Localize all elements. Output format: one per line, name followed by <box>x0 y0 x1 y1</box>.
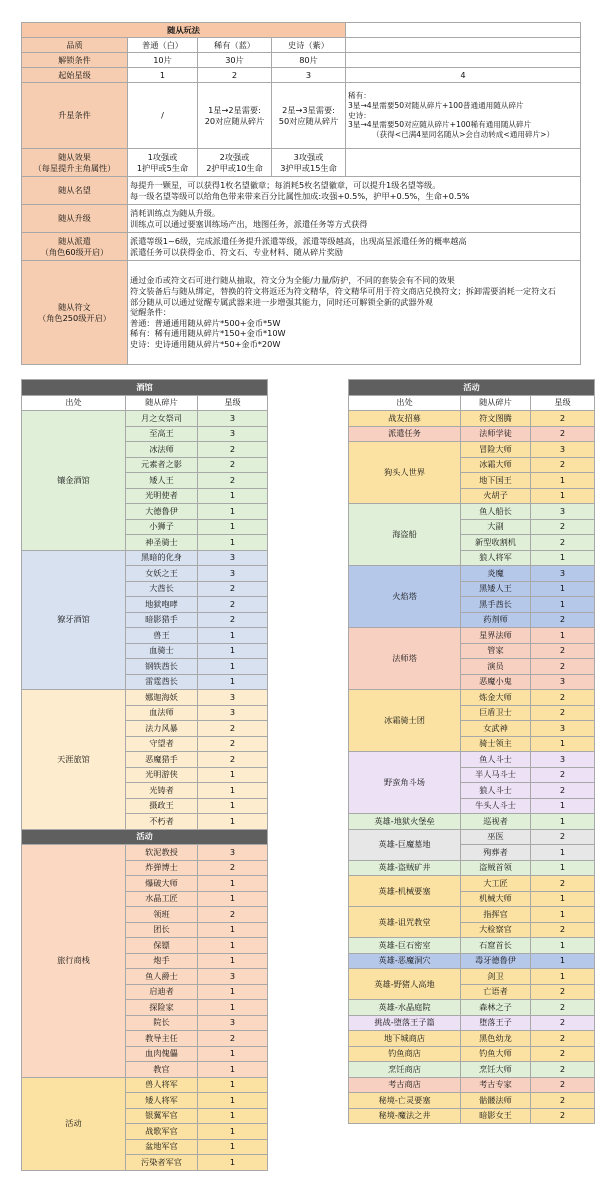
fragment-cell: 不朽者 <box>126 814 198 830</box>
star-header: 星级 <box>198 395 268 411</box>
fragment-cell: 女武神 <box>461 721 531 737</box>
star-cell: 1 <box>198 1139 268 1155</box>
star-cell: 2 <box>198 473 268 489</box>
fragment-cell: 大工匠 <box>461 876 531 892</box>
source-cell: 考古商店 <box>349 1077 461 1093</box>
star-cell: 2 <box>531 457 595 473</box>
source-cell: 旅行商栈 <box>22 845 126 1078</box>
fragment-cell: 巨盾卫士 <box>461 705 531 721</box>
star-cell: 2 <box>198 907 268 923</box>
fragment-cell: 守望者 <box>126 736 198 752</box>
star-cell: 2 <box>531 829 595 845</box>
star-cell: 3 <box>531 752 595 768</box>
source-cell: 地下城商店 <box>349 1031 461 1047</box>
star-cell: 2 <box>531 984 595 1000</box>
star-cell: 1 <box>531 845 595 861</box>
section-title: 酒馆 <box>22 380 268 396</box>
fragment-cell: 炮手 <box>126 953 198 969</box>
fragment-cell: 恶魔猎手 <box>126 752 198 768</box>
table-row <box>349 1015 595 1031</box>
star-cell: 1 <box>531 814 595 830</box>
fragment-cell: 机械大师 <box>461 891 531 907</box>
star-cell: 2 <box>531 535 595 551</box>
star-cell: 3 <box>198 845 268 861</box>
star-cell: 2 <box>531 705 595 721</box>
star-cell: 1 <box>531 907 595 923</box>
quality-normal: 普通（白） <box>128 38 198 53</box>
fragment-cell: 鱼人斗士 <box>461 752 531 768</box>
fragment-cell: 月之女祭司 <box>126 411 198 427</box>
quality-label: 品质 <box>22 38 128 53</box>
table-row <box>349 907 595 923</box>
star-cell: 1 <box>198 535 268 551</box>
star-cell: 2 <box>531 612 595 628</box>
star-cell: 2 <box>531 1031 595 1047</box>
star-cell: 2 <box>531 426 595 442</box>
fragment-cell: 水晶工匠 <box>126 891 198 907</box>
fragment-cell: 爆破大师 <box>126 876 198 892</box>
star-cell: 1 <box>531 969 595 985</box>
source-cell: 英雄-巨魔墓地 <box>349 829 461 860</box>
star-cell: 1 <box>198 674 268 690</box>
source-cell: 英雄-野猪人高地 <box>349 969 461 1000</box>
fragment-cell: 炼金大师 <box>461 690 531 706</box>
source-cell: 派遣任务 <box>349 426 461 442</box>
table-row <box>349 876 595 892</box>
rune-text: 通过金币或符文石可进行随从抽取，符文分为全能/力量/防护，不同的套装会有不同的效果 符文装备后与随从绑定，替换的符文将返还为符文精华，符文精华可用于符文商店兑换符文；拆卸需要消耗一定符文石 部分随从可以通过觉醒专属武器来进一步增强其能力，同时还可解锁全新的武器外观 觉醒条件： 普通：普通通用随从碎片*500+金币*5W 稀有：稀有通用随从碎片*150+金币*10W 史诗：史诗通用随从碎片*50+金币*20W <box>128 261 581 365</box>
source-cell: 狗头人世界 <box>349 442 461 504</box>
star-cell: 1 <box>198 1155 268 1171</box>
fragment-cell: 钓鱼大师 <box>461 1046 531 1062</box>
fragment-cell: 暗影猎手 <box>126 612 198 628</box>
source-cell: 英雄-巨石密室 <box>349 938 461 954</box>
fragment-cell: 鱼人船长 <box>461 504 531 520</box>
fragment-cell: 矮人王 <box>126 473 198 489</box>
upgrade-label: 升星条件 <box>22 83 128 149</box>
star-cell: 2 <box>531 1108 595 1124</box>
table-row <box>349 969 595 985</box>
star-cell: 1 <box>531 953 595 969</box>
star-cell: 1 <box>531 736 595 752</box>
star-cell: 2 <box>531 519 595 535</box>
star-cell: 2 <box>198 860 268 876</box>
table-row <box>349 752 595 768</box>
star-cell: 1 <box>198 1108 268 1124</box>
fragment-cell: 血肉傀儡 <box>126 1046 198 1062</box>
fragment-cell: 黑矮人王 <box>461 581 531 597</box>
fragment-cell: 新型收割机 <box>461 535 531 551</box>
table-row <box>349 829 595 845</box>
fragment-cell: 炸弹博士 <box>126 860 198 876</box>
star-cell: 1 <box>198 628 268 644</box>
dispatch-text: 派遣等级1~6级，完成派遣任务提升派遣等级，派遣等级越高，出现高星派遣任务的概率越高 派遣任务可以获得金币、符文石、专业材料、随从碎片奖励 <box>128 233 581 261</box>
start-star-max: 4 <box>346 68 581 83</box>
fragment-cell: 团长 <box>126 922 198 938</box>
star-cell: 1 <box>198 783 268 799</box>
fragment-cell: 狼人斗士 <box>461 783 531 799</box>
fragment-cell: 骑士领主 <box>461 736 531 752</box>
star-cell: 3 <box>198 411 268 427</box>
quality-epic: 史诗（紫） <box>272 38 346 53</box>
star-cell: 2 <box>531 876 595 892</box>
gameplay-table <box>21 22 581 365</box>
source-cell: 钓鱼商店 <box>349 1046 461 1062</box>
table-row <box>349 1062 595 1078</box>
fragment-cell: 光明使者 <box>126 488 198 504</box>
source-cell: 冰霜骑士团 <box>349 690 461 752</box>
fragment-cell: 巡视者 <box>461 814 531 830</box>
fragment-cell: 亡语者 <box>461 984 531 1000</box>
star-cell: 1 <box>531 891 595 907</box>
fragment-cell: 管家 <box>461 643 531 659</box>
source-header: 出处 <box>22 395 126 411</box>
star-cell: 1 <box>531 628 595 644</box>
table-row <box>349 442 595 458</box>
star-cell: 1 <box>531 597 595 613</box>
table-row <box>349 1046 595 1062</box>
table-row <box>349 566 595 582</box>
star-cell: 3 <box>198 690 268 706</box>
star-header: 星级 <box>531 395 595 411</box>
source-cell: 秘境-魔法之井 <box>349 1108 461 1124</box>
star-cell: 1 <box>198 984 268 1000</box>
fragment-cell: 大酋长 <box>126 581 198 597</box>
fragment-cell: 指挥官 <box>461 907 531 923</box>
star-cell: 1 <box>198 891 268 907</box>
fragment-cell: 符文图腾 <box>461 411 531 427</box>
star-cell: 1 <box>198 1077 268 1093</box>
star-cell: 2 <box>198 457 268 473</box>
fragment-cell: 教导主任 <box>126 1031 198 1047</box>
source-header: 出处 <box>349 395 461 411</box>
source-cell: 秘境-亡灵要塞 <box>349 1093 461 1109</box>
effect-label: 随从效果 （每星提升主角属性） <box>22 149 128 177</box>
fragment-cell: 娜迦海妖 <box>126 690 198 706</box>
star-cell: 2 <box>198 721 268 737</box>
star-cell: 1 <box>198 659 268 675</box>
fragment-cell: 星界法师 <box>461 628 531 644</box>
dispatch-label: 随从派遣 （角色60级开启） <box>22 233 128 261</box>
table-row <box>349 938 595 954</box>
fragment-cell: 光明游侠 <box>126 767 198 783</box>
fragment-cell: 银翼军官 <box>126 1108 198 1124</box>
fragment-cell: 毒牙德鲁伊 <box>461 953 531 969</box>
table-row <box>349 426 595 442</box>
fragment-cell: 战歌军官 <box>126 1124 198 1140</box>
star-cell: 1 <box>198 767 268 783</box>
table-row <box>22 550 268 566</box>
unlock-epic: 80片 <box>272 53 346 68</box>
star-cell: 3 <box>198 566 268 582</box>
source-cell: 活动 <box>22 1077 126 1170</box>
fragment-cell: 鱼人爵士 <box>126 969 198 985</box>
fragment-cell: 冰霜大师 <box>461 457 531 473</box>
star-cell: 3 <box>198 550 268 566</box>
star-cell: 2 <box>531 767 595 783</box>
fragment-cell: 考古专家 <box>461 1077 531 1093</box>
star-cell: 1 <box>198 1062 268 1078</box>
section-title: 活动 <box>22 829 268 845</box>
star-cell: 2 <box>531 643 595 659</box>
star-cell: 1 <box>198 876 268 892</box>
star-cell: 3 <box>531 721 595 737</box>
star-cell: 1 <box>531 488 595 504</box>
fragment-cell: 大副 <box>461 519 531 535</box>
fragment-cell: 启迪者 <box>126 984 198 1000</box>
star-cell: 1 <box>531 938 595 954</box>
fragment-cell: 光铸者 <box>126 783 198 799</box>
star-cell: 1 <box>198 504 268 520</box>
fragment-cell: 法力风暴 <box>126 721 198 737</box>
effect-rare: 2攻强或 2护甲或10生命 <box>198 149 272 177</box>
event-table <box>348 379 595 1124</box>
table-row <box>22 411 268 427</box>
star-cell: 1 <box>198 1000 268 1016</box>
table-row <box>349 1108 595 1124</box>
effect-epic: 3攻强或 3护甲或15生命 <box>272 149 346 177</box>
star-cell: 1 <box>198 1093 268 1109</box>
fragment-cell: 大德鲁伊 <box>126 504 198 520</box>
source-cell: 战友招募 <box>349 411 461 427</box>
fragment-cell: 剑卫 <box>461 969 531 985</box>
source-cell: 英雄-盗贼矿井 <box>349 860 461 876</box>
fragment-cell: 钢铁酋长 <box>126 659 198 675</box>
fragment-cell: 药剂师 <box>461 612 531 628</box>
fragment-cell: 盗贼首领 <box>461 860 531 876</box>
star-cell: 1 <box>198 488 268 504</box>
fragment-cell: 雷霆酋长 <box>126 674 198 690</box>
fragment-cell: 冰法师 <box>126 442 198 458</box>
fragment-cell: 森林之子 <box>461 1000 531 1016</box>
star-cell: 3 <box>198 1015 268 1031</box>
fame-text: 每提升一颗星，可以获得1枚名望徽章；每消耗5枚名望徽章，可以提升1级名望等级。 每一级名望等级可以给角色带来带来百分比属性加成:攻强+0.5%，护甲+0.5%，生命+0.5% <box>128 177 581 205</box>
star-cell: 1 <box>531 798 595 814</box>
upgrade-rare: 1星→2星需要: 20对应随从碎片 <box>198 83 272 149</box>
upgrade-epic: 2星→3星需要: 50对应随从碎片 <box>272 83 346 149</box>
fragment-cell: 摄政王 <box>126 798 198 814</box>
star-cell: 1 <box>531 473 595 489</box>
star-cell: 1 <box>198 1124 268 1140</box>
star-cell: 1 <box>198 798 268 814</box>
star-cell: 2 <box>531 690 595 706</box>
page-title: 随从玩法 <box>22 23 346 38</box>
star-cell: 3 <box>531 674 595 690</box>
fragment-cell: 教官 <box>126 1062 198 1078</box>
table-row <box>349 1093 595 1109</box>
star-cell: 2 <box>531 1015 595 1031</box>
table-row <box>349 1000 595 1016</box>
source-cell: 火焰塔 <box>349 566 461 628</box>
fragment-cell: 堕落王子 <box>461 1015 531 1031</box>
fragment-cell: 炎魔 <box>461 566 531 582</box>
star-cell: 2 <box>198 752 268 768</box>
star-cell: 2 <box>531 922 595 938</box>
star-cell: 1 <box>198 1046 268 1062</box>
quality-rare: 稀有（蓝） <box>198 38 272 53</box>
star-cell: 2 <box>198 597 268 613</box>
fragment-cell: 石窟首长 <box>461 938 531 954</box>
source-cell: 英雄-水晶庭院 <box>349 1000 461 1016</box>
source-cell: 镶金酒馆 <box>22 411 126 551</box>
fragment-cell: 软泥教授 <box>126 845 198 861</box>
star-cell: 2 <box>531 1077 595 1093</box>
fragment-cell: 小狮子 <box>126 519 198 535</box>
source-cell: 英雄-机械要塞 <box>349 876 461 907</box>
unlock-rare: 30片 <box>198 53 272 68</box>
start-star-label: 起始星级 <box>22 68 128 83</box>
fragment-cell: 巫医 <box>461 829 531 845</box>
fragment-cell: 兽王 <box>126 628 198 644</box>
fragment-cell: 半人马斗士 <box>461 767 531 783</box>
table-row <box>349 628 595 644</box>
fragment-cell: 冒险大师 <box>461 442 531 458</box>
table-row <box>22 845 268 861</box>
fragment-cell: 恶魔小鬼 <box>461 674 531 690</box>
star-cell: 2 <box>531 659 595 675</box>
fragment-cell: 血骑士 <box>126 643 198 659</box>
star-cell: 2 <box>531 411 595 427</box>
table-row <box>349 1031 595 1047</box>
fragment-cell: 女妖之王 <box>126 566 198 582</box>
table-row <box>349 860 595 876</box>
unlock-label: 解锁条件 <box>22 53 128 68</box>
source-cell: 野蛮角斗场 <box>349 752 461 814</box>
fragment-cell: 元素者之影 <box>126 457 198 473</box>
effect-normal: 1攻强或 1护甲或5生命 <box>128 149 198 177</box>
star-cell: 2 <box>198 442 268 458</box>
source-cell: 烹饪商店 <box>349 1062 461 1078</box>
training-text: 消耗训练点为随从升级。 训练点可以通过要塞训练场产出，地图任务，派遣任务等方式获得 <box>128 205 581 233</box>
section-title: 活动 <box>349 380 595 396</box>
star-cell: 2 <box>531 1000 595 1016</box>
star-cell: 3 <box>531 442 595 458</box>
table-row <box>349 814 595 830</box>
fragment-cell: 血法师 <box>126 705 198 721</box>
upgrade-normal: / <box>128 83 198 149</box>
star-cell: 2 <box>531 1046 595 1062</box>
source-cell: 英雄-恶魔洞穴 <box>349 953 461 969</box>
star-cell: 1 <box>198 938 268 954</box>
star-cell: 2 <box>531 1093 595 1109</box>
fragment-cell: 牛头人斗士 <box>461 798 531 814</box>
fragment-cell: 黑暗的化身 <box>126 550 198 566</box>
star-cell: 1 <box>198 814 268 830</box>
star-cell: 3 <box>198 969 268 985</box>
star-cell: 2 <box>531 783 595 799</box>
star-cell: 1 <box>531 550 595 566</box>
star-cell: 2 <box>198 1031 268 1047</box>
star-cell: 3 <box>198 705 268 721</box>
table-row <box>349 953 595 969</box>
star-cell: 2 <box>198 581 268 597</box>
source-cell: 天涯旅馆 <box>22 690 126 830</box>
fragment-cell: 神圣骑士 <box>126 535 198 551</box>
star-cell: 3 <box>198 426 268 442</box>
star-cell: 1 <box>531 860 595 876</box>
fragment-cell: 大检察官 <box>461 922 531 938</box>
source-cell: 英雄-地狱火堡垒 <box>349 814 461 830</box>
start-star-normal: 1 <box>128 68 198 83</box>
start-star-rare: 2 <box>198 68 272 83</box>
fragment-header: 随从碎片 <box>126 395 198 411</box>
source-cell: 挑战-堕落王子篇 <box>349 1015 461 1031</box>
fragment-cell: 矮人将军 <box>126 1093 198 1109</box>
table-row <box>349 690 595 706</box>
table-row <box>22 690 268 706</box>
star-cell: 3 <box>531 566 595 582</box>
fragment-cell: 地下国王 <box>461 473 531 489</box>
fragment-header: 随从碎片 <box>461 395 531 411</box>
fragment-cell: 至高王 <box>126 426 198 442</box>
fragment-cell: 殉葬者 <box>461 845 531 861</box>
fragment-cell: 污染者军官 <box>126 1155 198 1171</box>
fragment-cell: 黑色幼龙 <box>461 1031 531 1047</box>
fragment-cell: 领班 <box>126 907 198 923</box>
tavern-table <box>21 379 268 1171</box>
upgrade-high: 稀有： 3星→4星需要50对随从碎片+100普通通用随从碎片 史诗： 3星→4星需要50对应随从碎片+100稀有通用随从碎片 （获得<已满4星同名随从>会自动转成<通用碎片>） <box>346 83 581 149</box>
training-label: 随从升级 <box>22 205 128 233</box>
fragment-cell: 骷髅法师 <box>461 1093 531 1109</box>
star-cell: 2 <box>531 1062 595 1078</box>
fragment-cell: 法师学徒 <box>461 426 531 442</box>
source-cell: 獠牙酒馆 <box>22 550 126 690</box>
unlock-normal: 10片 <box>128 53 198 68</box>
table-row <box>349 411 595 427</box>
table-row <box>349 504 595 520</box>
star-cell: 2 <box>198 612 268 628</box>
table-row <box>22 1077 268 1093</box>
fragment-cell: 院长 <box>126 1015 198 1031</box>
star-cell: 2 <box>198 736 268 752</box>
fragment-cell: 地狱咆哮 <box>126 597 198 613</box>
rune-label: 随从符文 （角色250级开启） <box>22 261 128 365</box>
fragment-cell: 烹饪大师 <box>461 1062 531 1078</box>
fragment-cell: 兽人将军 <box>126 1077 198 1093</box>
fragment-cell: 火胡子 <box>461 488 531 504</box>
fragment-cell: 盆地军官 <box>126 1139 198 1155</box>
star-cell: 1 <box>198 953 268 969</box>
source-cell: 法师塔 <box>349 628 461 690</box>
fragment-cell: 探险家 <box>126 1000 198 1016</box>
source-cell: 海盗船 <box>349 504 461 566</box>
fragment-cell: 暗影女王 <box>461 1108 531 1124</box>
table-row <box>349 1077 595 1093</box>
fragment-cell: 演员 <box>461 659 531 675</box>
fame-label: 随从名望 <box>22 177 128 205</box>
start-star-epic: 3 <box>272 68 346 83</box>
star-cell: 1 <box>198 519 268 535</box>
fragment-cell: 黑手酋长 <box>461 597 531 613</box>
star-cell: 1 <box>198 922 268 938</box>
star-cell: 1 <box>531 581 595 597</box>
fragment-cell: 狼人将军 <box>461 550 531 566</box>
source-cell: 英雄-诅咒教堂 <box>349 907 461 938</box>
fragment-cell: 保镖 <box>126 938 198 954</box>
star-cell: 1 <box>198 643 268 659</box>
star-cell: 3 <box>531 504 595 520</box>
